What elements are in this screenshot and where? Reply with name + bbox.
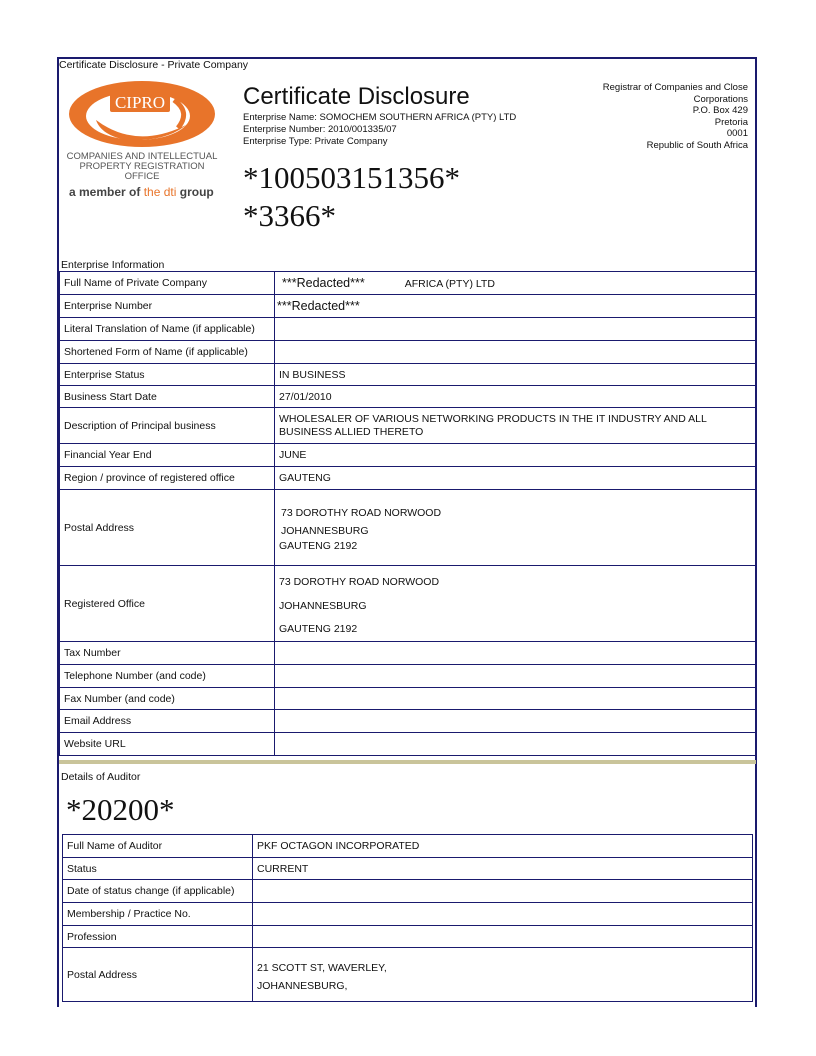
auditor-table	[62, 834, 753, 1002]
field-label: Postal Address	[60, 490, 275, 566]
field-label: Registered Office	[60, 566, 275, 642]
field-value	[275, 665, 757, 688]
field-label: Enterprise Number	[60, 295, 275, 318]
page-title: Certificate Disclosure	[243, 83, 470, 110]
field-label: Fax Number (and code)	[60, 688, 275, 710]
logo-subtitle: COMPANIES AND INTELLECTUAL PROPERTY REGISTRATION OFFICE	[66, 151, 218, 182]
field-value: JUNE	[275, 444, 757, 467]
table-row	[60, 386, 757, 408]
table-row	[60, 665, 757, 688]
field-label: Business Start Date	[60, 386, 275, 408]
auditor-barcode: *20200*	[66, 792, 175, 827]
field-value	[253, 903, 753, 926]
field-label: Tax Number	[60, 642, 275, 665]
field-value: 27/01/2010	[275, 386, 757, 408]
field-label: Enterprise Status	[60, 364, 275, 386]
table-row	[60, 341, 757, 364]
field-label: Telephone Number (and code)	[60, 665, 275, 688]
table-row	[60, 467, 757, 490]
logo-name: CIPRO	[114, 93, 166, 112]
field-value	[253, 880, 753, 903]
enterprise-info-heading: Enterprise Information	[61, 259, 165, 271]
table-row	[63, 903, 753, 926]
field-value: ***Redacted***	[275, 295, 757, 318]
field-value: ***Redacted*** AFRICA (PTY) LTD	[275, 272, 757, 295]
field-value: 73 DOROTHY ROAD NORWOOD JOHANNESBURG GAUTENG 2192	[275, 566, 757, 642]
registrar-address: Registrar of Companies and Close Corporations P.O. Box 429 Pretoria 0001 Republic of South Africa	[602, 82, 748, 151]
table-row	[60, 642, 757, 665]
field-value	[275, 341, 757, 364]
table-row	[60, 710, 757, 733]
field-label: Date of status change (if applicable)	[63, 880, 253, 903]
table-row	[60, 490, 757, 566]
field-value: 73 DOROTHY ROAD NORWOOD JOHANNESBURG GAUTENG 2192	[275, 490, 757, 566]
field-value	[275, 733, 757, 756]
field-value	[253, 926, 753, 948]
field-label: Membership / Practice No.	[63, 903, 253, 926]
logo-member-text: a member of the dti group	[69, 185, 214, 199]
field-value: PKF OCTAGON INCORPORATED	[253, 835, 753, 858]
barcode-2: *3366*	[243, 198, 336, 233]
enterprise-info-table	[59, 271, 757, 756]
auditor-heading: Details of Auditor	[61, 771, 141, 783]
field-label: Full Name of Private Company	[60, 272, 275, 295]
table-row	[60, 733, 757, 756]
section-divider	[59, 760, 756, 764]
field-value	[275, 688, 757, 710]
table-row	[63, 858, 753, 880]
field-label: Status	[63, 858, 253, 880]
field-label: Email Address	[60, 710, 275, 733]
field-label: Shortened Form of Name (if applicable)	[60, 341, 275, 364]
table-row	[60, 408, 757, 444]
table-row	[60, 444, 757, 467]
field-label: Full Name of Auditor	[63, 835, 253, 858]
enterprise-number: Enterprise Number: 2010/001335/07	[243, 124, 397, 135]
enterprise-type: Enterprise Type: Private Company	[243, 136, 388, 147]
enterprise-name: Enterprise Name: SOMOCHEM SOUTHERN AFRICA (PTY) LTD	[243, 112, 517, 123]
field-label: Financial Year End	[60, 444, 275, 467]
field-label: Region / province of registered office	[60, 467, 275, 490]
table-row	[60, 364, 757, 386]
field-value: GAUTENG	[275, 467, 757, 490]
table-row	[60, 295, 757, 318]
table-row	[63, 948, 753, 1002]
barcode-1: *100503151356*	[243, 160, 460, 195]
table-row	[63, 880, 753, 903]
field-value: CURRENT	[253, 858, 753, 880]
field-label: Postal Address	[63, 948, 253, 1002]
field-value	[275, 710, 757, 733]
field-value	[275, 642, 757, 665]
table-row	[60, 318, 757, 341]
cipro-emblem-icon	[66, 80, 218, 152]
field-label: Literal Translation of Name (if applicable)	[60, 318, 275, 341]
field-value: IN BUSINESS	[275, 364, 757, 386]
field-value: 21 SCOTT ST, WAVERLEY, JOHANNESBURG,	[253, 948, 753, 1002]
field-value: WHOLESALER OF VARIOUS NETWORKING PRODUCTS IN THE IT INDUSTRY AND ALL BUSINESS ALLIED THERETO	[275, 408, 757, 444]
field-value	[275, 318, 757, 341]
field-label: Profession	[63, 926, 253, 948]
cipro-logo	[66, 80, 218, 200]
table-row	[60, 272, 757, 295]
field-label: Description of Principal business	[60, 408, 275, 444]
table-row	[60, 688, 757, 710]
table-row	[63, 835, 753, 858]
table-row	[60, 566, 757, 642]
table-row	[63, 926, 753, 948]
document-type-label: Certificate Disclosure - Private Company	[59, 59, 249, 71]
field-label: Website URL	[60, 733, 275, 756]
